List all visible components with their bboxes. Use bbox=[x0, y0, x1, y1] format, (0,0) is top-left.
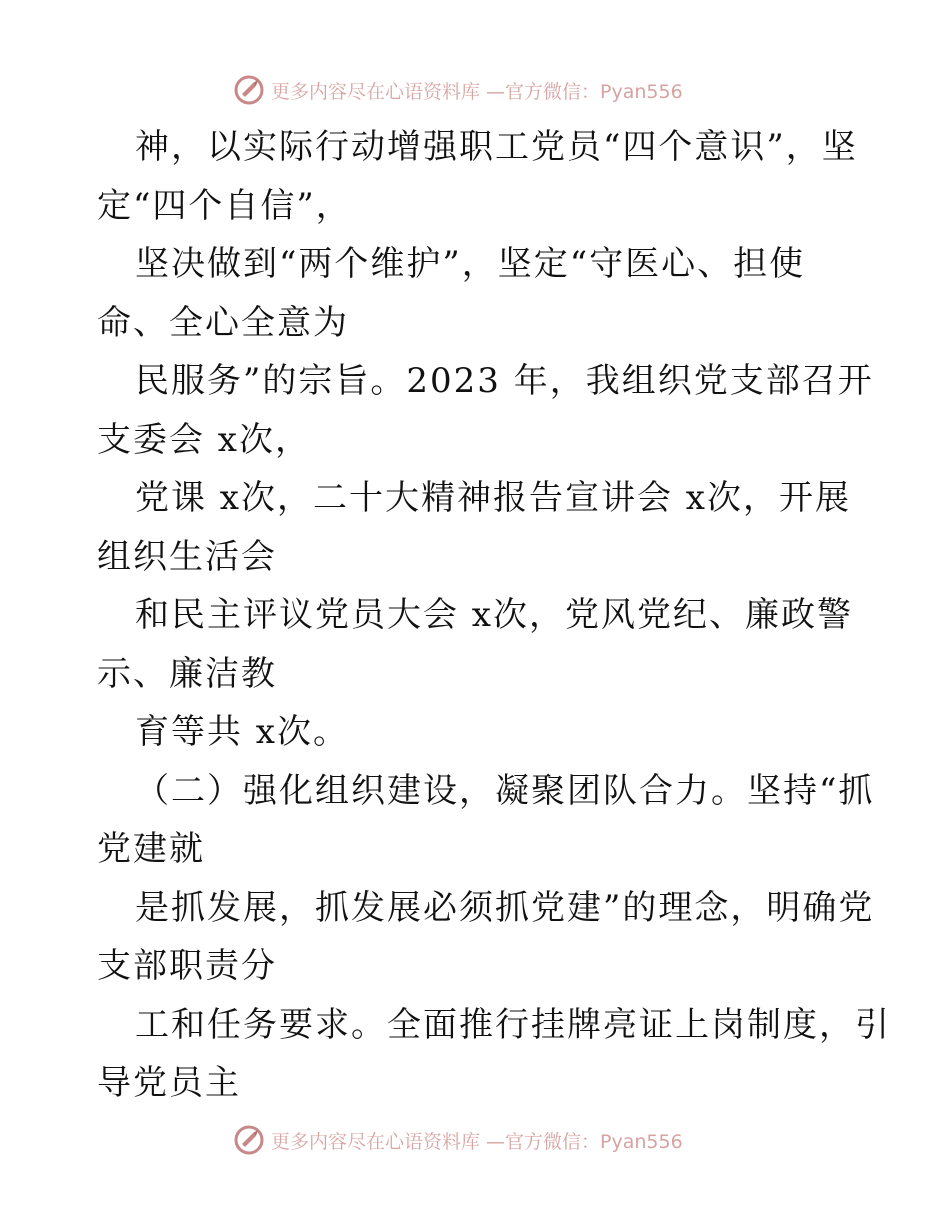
text-line: 支部职责分 bbox=[97, 946, 277, 986]
text-line: 命、全心全意为 bbox=[97, 302, 349, 343]
watermark-text: 更多内容尽在心语资料库 bbox=[271, 80, 481, 103]
watermark-wechat: —官方微信：Pyan556 bbox=[486, 80, 683, 103]
footer-watermark bbox=[233, 1122, 683, 1158]
seal-logo-icon bbox=[233, 1124, 265, 1156]
text-line: 导党员主 bbox=[97, 1063, 241, 1103]
text-line: 是抓发展，抓发展必须抓党建”的理念，明确党 bbox=[135, 887, 875, 928]
text-line: （二）强化组织建设，凝聚团队合力。坚持“抓 bbox=[135, 770, 875, 811]
text-line: 示、廉洁教 bbox=[97, 653, 277, 694]
text-line: 育等共 x次。 bbox=[135, 712, 349, 752]
header-watermark bbox=[233, 72, 683, 108]
text-line: 定“四个自信”， bbox=[97, 185, 352, 226]
watermark-wechat: —官方微信：Pyan556 bbox=[486, 1130, 683, 1153]
text-line: 支委会 x次， bbox=[97, 419, 311, 460]
document-body bbox=[97, 118, 891, 1113]
text-line: 神，以实际行动增强职工党员“四个意识”，坚 bbox=[135, 127, 858, 167]
text-line: 党建就 bbox=[97, 829, 205, 869]
watermark-text: 更多内容尽在心语资料库 bbox=[271, 1130, 481, 1153]
text-line: 民服务”的宗旨。2023 年，我组织党支部召开 bbox=[135, 361, 874, 401]
text-line: 党课 x次，二十大精神报告宣讲会 x次，开展 bbox=[135, 478, 851, 518]
text-line: 坚决做到“两个维护”，坚定“守医心、担使 bbox=[135, 244, 806, 284]
text-line: 组织生活会 bbox=[97, 536, 277, 577]
text-line: 和民主评议党员大会 x次，党风党纪、廉政警 bbox=[135, 595, 853, 635]
seal-logo-icon bbox=[233, 74, 265, 106]
text-line: 工和任务要求。全面推行挂牌亮证上岗制度，引 bbox=[135, 1004, 891, 1045]
